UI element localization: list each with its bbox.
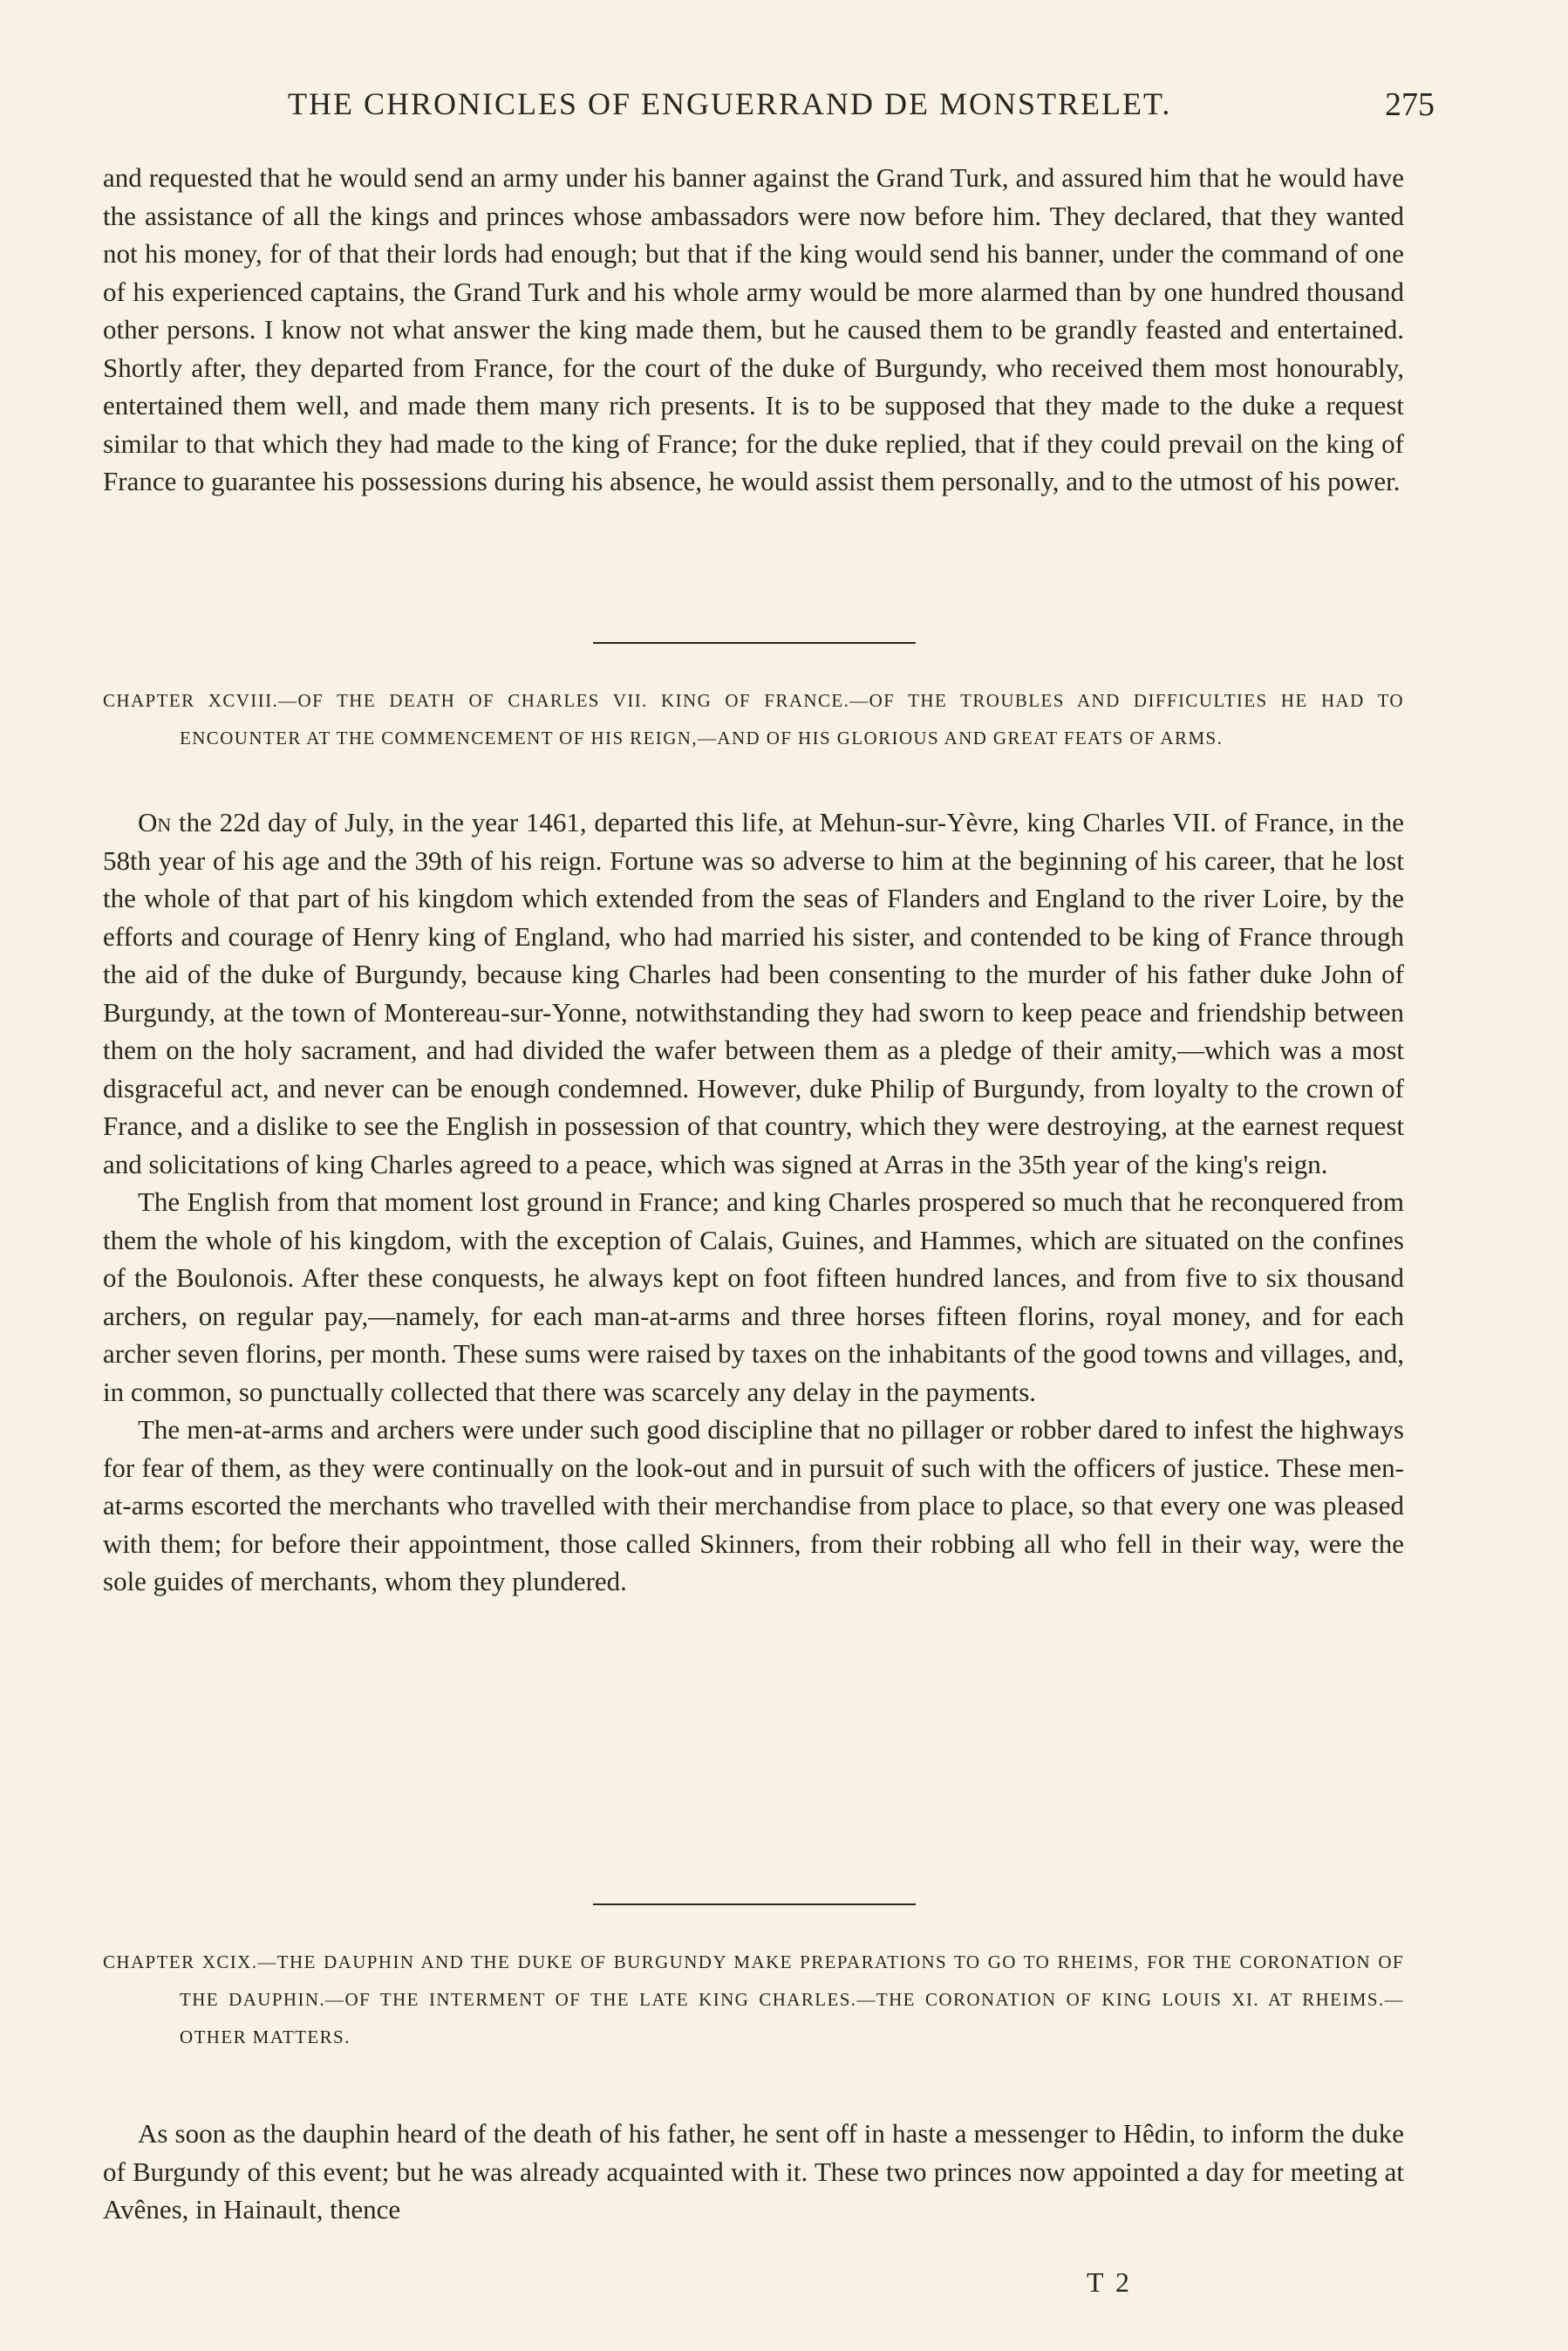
opening-paragraph: and requested that he would send an army under his banner against the Grand Turk, and assured him that he would have the assistance of all the kings and princes whose ambassadors were now before him. They declared, that they wanted not his money, for of that their lords had enough; but that if the king would send his banner, under the command of one of his experienced captains, the Grand Turk and his whole army would be more alarmed than by one hundred thousand other persons. I know not what answer the king made them, but he caused them to be grandly feasted and entertained. Shortly after, they departed from France, for the court of the duke of Burgundy, who received them most honourably, entertained them well, and made them many rich presents. It is to be supposed that they made to the duke a request similar to that which they had made to the king of France; for the duke replied, that if they could prevail on the king of France to guarantee his possessions during his absence, he would assist them personally, and to the utmost of his power. [103,162,1404,496]
signature-mark: T 2 [1087,2266,1132,2298]
opening-paragraph-block [103,159,1404,501]
section-divider [593,1903,916,1905]
section-divider [593,642,916,644]
running-title: THE CHRONICLES OF ENGUERRAND DE MONSTRELET. [288,86,1172,121]
chapter-99-heading-block [103,1944,1404,2056]
chapter-98-heading: CHAPTER XCVIII.—OF THE DEATH OF CHARLES VII. KING OF FRANCE.—OF THE TROUBLES AND DIFFICULTIES HE HAD TO ENCOUNTER AT THE COMMENCEMENT OF HIS REIGN,—AND OF HIS GLORIOUS AND GREAT FEATS OF ARMS. [103,690,1404,748]
chapter-99-body [103,2115,1404,2229]
chapter-98-paragraph-3: The men-at-arms and archers were under such good discipline that no pillager or robber dared to infest the highways for fear of them, as they were continually on the look-out and in pursuit of such with the officers of justice. These men-at-arms escorted the merchants who travelled with their merchandise from place to place, so that every one was pleased with them; for before their appointment, those called Skinners, from their robbing all who fell in their way, were the sole guides of merchants, whom they plundered. [103,1414,1404,1596]
chapter-99-paragraph-1: As soon as the dauphin heard of the death of his father, he sent off in haste a messenger to Hêdin, to inform the duke of Burgundy of this event; but he was already acquainted with it. These two princes now appointed a day for meeting at Avênes, in Hainault, thence [103,2118,1404,2225]
chapter-98-paragraph-1-text: the 22d day of July, in the year 1461, departed this life, at Mehun-sur-Yèvre, king Charles VII. of France, in the 58th year of his age and the 39th of his reign. Fortune was so adverse to him at the beginning of his career, that he lost the whole of that part of his kingdom which extended from the seas of Flanders and England to the river Loire, by the efforts and courage of Henry king of England, who had married his sister, and contended to be king of France through the aid of the duke of Burgundy, because king Charles had been consenting to the murder of his father duke John of Burgundy, at the town of Montereau-sur-Yonne, notwithstanding they had sworn to keep peace and friendship between them on the holy sacrament, and had divided the wafer between them as a pledge of their amity,—which was a most disgraceful act, and never can be enough condemned. However, duke Philip of Burgundy, from loyalty to the crown of France, and a dislike to see the English in possession of that country, which they were destroying, at the earnest request and solicitations of king Charles agreed to a peace, which was signed at Arras in the 35th year of the king's reign. [103,807,1404,1179]
chapter-98-body [103,803,1404,1601]
chapter-98-drop-word: On [138,807,172,837]
page-number: 275 [1385,86,1435,123]
chapter-99-heading: CHAPTER XCIX.—THE DAUPHIN AND THE DUKE OF BURGUNDY MAKE PREPARATIONS TO GO TO RHEIMS, FOR THE CORONATION OF THE DAUPHIN.—OF THE INTERMENT OF THE LATE KING CHARLES.—THE CORONATION OF KING LOUIS XI. AT RHEIMS.—OTHER MATTERS. [103,1951,1404,2047]
chapter-98-heading-block [103,682,1404,757]
chapter-98-paragraph-2: The English from that moment lost ground in France; and king Charles prospered so much that he reconquered from them the whole of his kingdom, with the exception of Calais, Guines, and Hammes, which are situated on the confines of the Boulonois. After these conquests, he always kept on foot fifteen hundred lances, and from five to six thousand archers, on regular pay,—namely, for each man-at-arms and three horses fifteen florins, royal money, and for each archer seven florins, per month. These sums were raised by taxes on the inhabitants of the good towns and villages, and, in common, so punctually collected that there was scarcely any delay in the payments. [103,1186,1404,1407]
chapter-98-paragraph-1 [103,803,1404,1183]
